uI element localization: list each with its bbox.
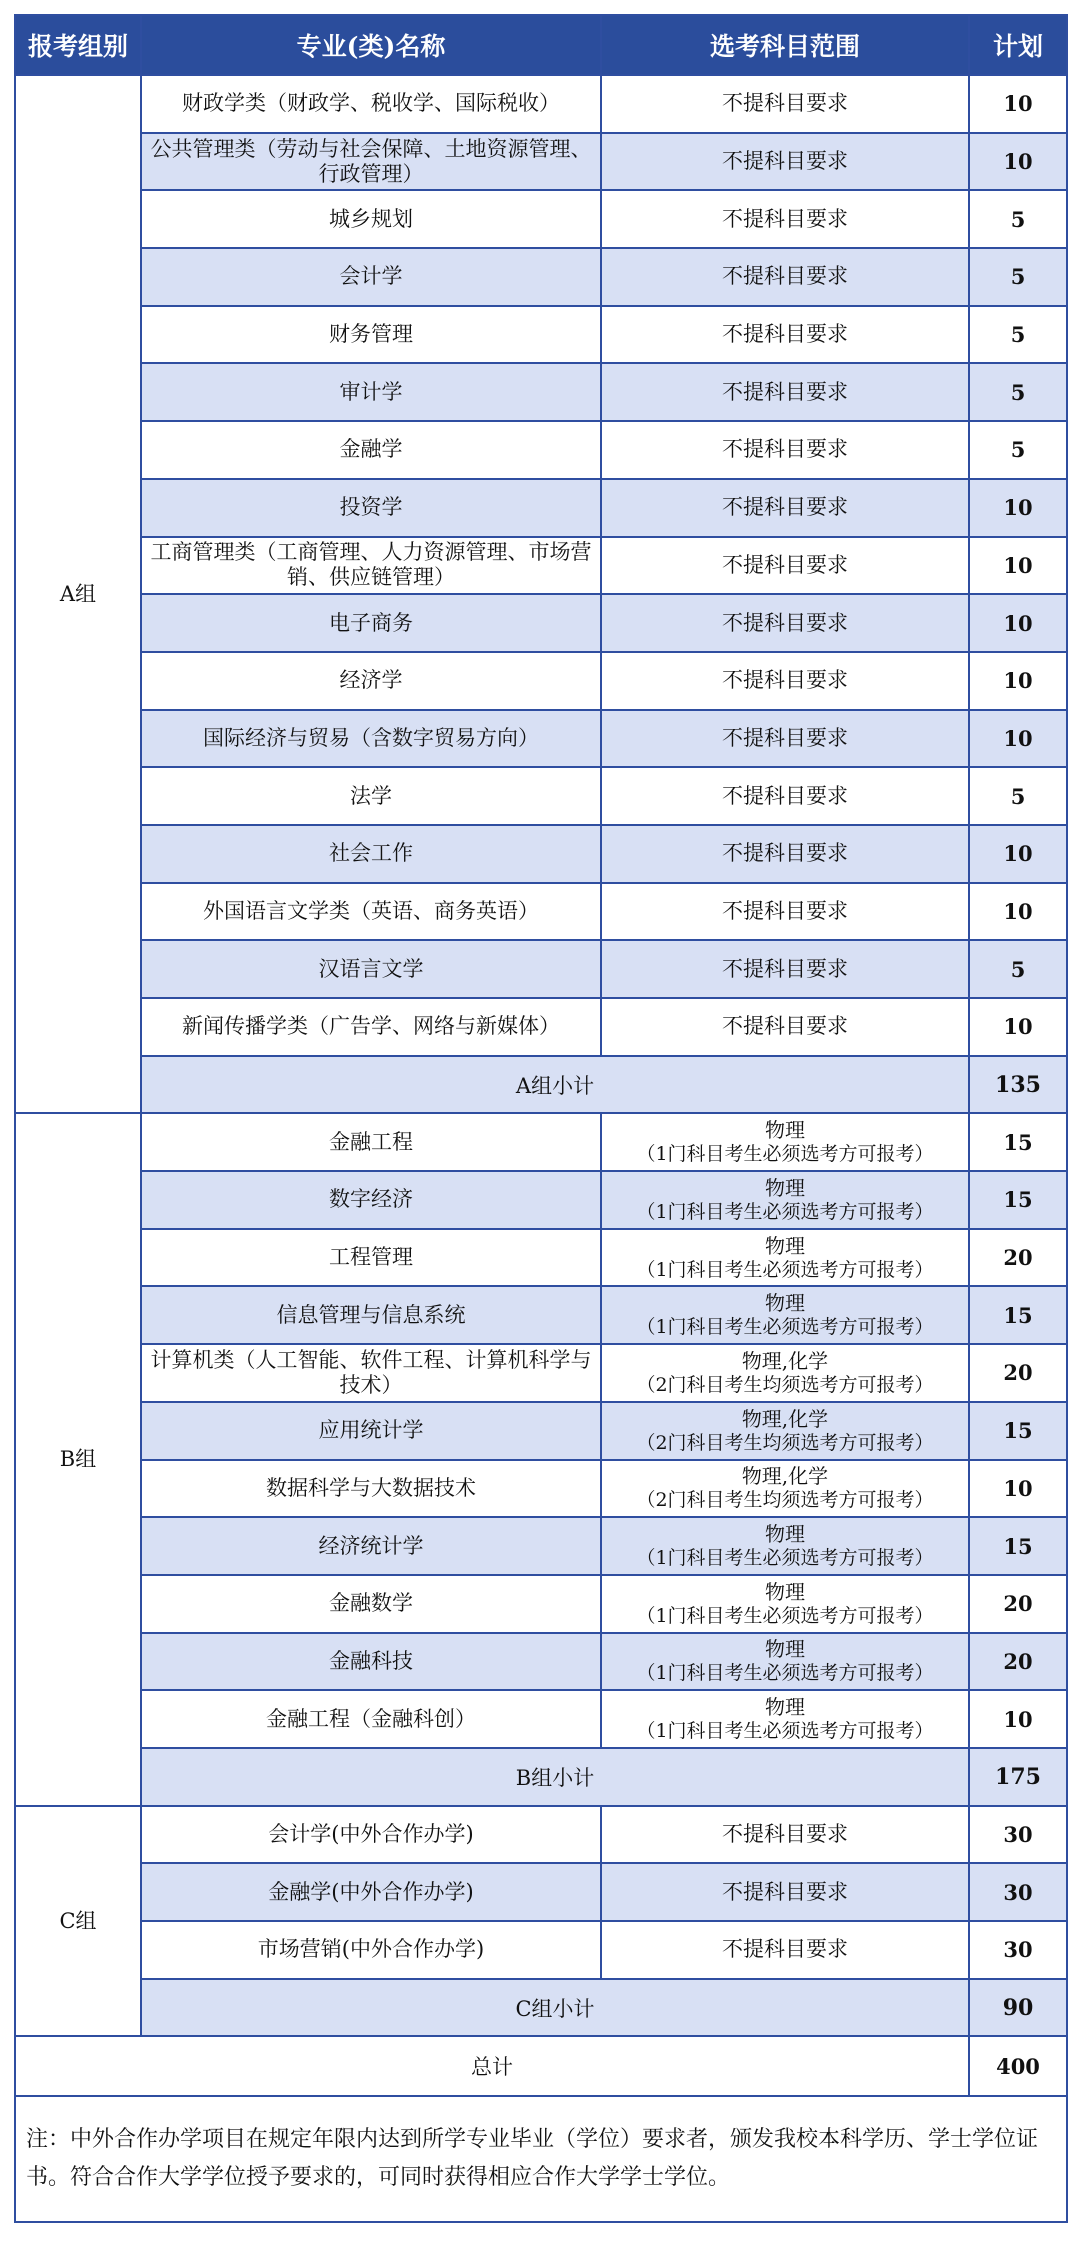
table-row <box>15 306 1067 364</box>
requirement-detail: （1门科目考生必须选考方可报考） <box>636 1662 934 1685</box>
subject-requirement: 不提科目要求 <box>601 883 969 941</box>
major-name: 信息管理与信息系统 <box>141 1286 601 1344</box>
plan-count: 20 <box>969 1229 1067 1287</box>
subject-requirement: 不提科目要求 <box>601 1921 969 1979</box>
plan-count: 15 <box>969 1171 1067 1229</box>
table-row <box>15 1344 1067 1402</box>
requirement-detail: （1门科目考生必须选考方可报考） <box>636 1604 934 1627</box>
table-row <box>15 1113 1067 1171</box>
subtotal-value: 90 <box>969 1979 1067 2037</box>
subtotal-value: 135 <box>969 1056 1067 1114</box>
plan-count: 10 <box>969 1690 1067 1748</box>
major-name: 金融工程 <box>141 1113 601 1171</box>
subject-requirement <box>601 1113 969 1171</box>
subject-requirement: 不提科目要求 <box>601 652 969 710</box>
table-row <box>15 190 1067 248</box>
subject-requirement: 不提科目要求 <box>601 940 969 998</box>
subject-requirement <box>601 1229 969 1287</box>
subject-requirement: 不提科目要求 <box>601 1863 969 1921</box>
major-name: 外国语言文学类（英语、商务英语） <box>141 883 601 941</box>
required-subjects: 物理 <box>765 1522 805 1547</box>
plan-count: 15 <box>969 1517 1067 1575</box>
plan-count: 5 <box>969 190 1067 248</box>
subject-requirement <box>601 1286 969 1344</box>
subject-requirement: 不提科目要求 <box>601 594 969 652</box>
requirement-detail: （2门科目考生均须选考方可报考） <box>636 1431 934 1454</box>
header-major-name: 专业(类)名称 <box>141 15 601 75</box>
table-row <box>15 363 1067 421</box>
table-row <box>15 1286 1067 1344</box>
subtotal-value: 175 <box>969 1748 1067 1806</box>
table-row <box>15 248 1067 306</box>
table-row <box>15 1633 1067 1691</box>
major-name: 金融数学 <box>141 1575 601 1633</box>
table-row <box>15 883 1067 941</box>
subject-requirement: 不提科目要求 <box>601 421 969 479</box>
plan-count: 10 <box>969 75 1067 133</box>
table-row <box>15 940 1067 998</box>
table-row <box>15 75 1067 133</box>
table-row <box>15 479 1067 537</box>
table-row <box>15 1229 1067 1287</box>
group-label: A组 <box>15 75 141 1113</box>
subject-requirement: 不提科目要求 <box>601 1806 969 1864</box>
plan-count: 10 <box>969 479 1067 537</box>
plan-count: 5 <box>969 306 1067 364</box>
required-subjects: 物理 <box>765 1233 805 1258</box>
major-name: 汉语言文学 <box>141 940 601 998</box>
major-name: 会计学(中外合作办学) <box>141 1806 601 1864</box>
required-subjects: 物理 <box>765 1695 805 1720</box>
major-name: 财务管理 <box>141 306 601 364</box>
major-name: 计算机类（人工智能、软件工程、计算机科学与技术） <box>141 1344 601 1402</box>
total-label: 总计 <box>15 2036 969 2096</box>
table-row <box>15 1575 1067 1633</box>
subject-requirement <box>601 1690 969 1748</box>
required-subjects: 物理 <box>765 1579 805 1604</box>
requirement-detail: （2门科目考生均须选考方可报考） <box>636 1373 934 1396</box>
requirement-detail: （1门科目考生必须选考方可报考） <box>636 1200 934 1223</box>
major-name: 会计学 <box>141 248 601 306</box>
major-name: 财政学类（财政学、税收学、国际税收） <box>141 75 601 133</box>
requirement-detail: （1门科目考生必须选考方可报考） <box>636 1547 934 1570</box>
subject-requirement <box>601 1460 969 1518</box>
plan-count: 5 <box>969 940 1067 998</box>
subtotal-label: B组小计 <box>141 1748 969 1806</box>
plan-count: 5 <box>969 421 1067 479</box>
major-name: 公共管理类（劳动与社会保障、土地资源管理、行政管理） <box>141 133 601 191</box>
subject-requirement: 不提科目要求 <box>601 479 969 537</box>
requirement-detail: （1门科目考生必须选考方可报考） <box>636 1143 934 1166</box>
table-row <box>15 1863 1067 1921</box>
plan-count: 10 <box>969 998 1067 1056</box>
subject-requirement: 不提科目要求 <box>601 133 969 191</box>
plan-count: 10 <box>969 537 1067 595</box>
table-row <box>15 1690 1067 1748</box>
total-row <box>15 2036 1067 2096</box>
plan-count: 15 <box>969 1113 1067 1171</box>
subject-requirement: 不提科目要求 <box>601 363 969 421</box>
required-subjects: 物理,化学 <box>741 1464 829 1489</box>
major-name: 电子商务 <box>141 594 601 652</box>
plan-count: 5 <box>969 363 1067 421</box>
major-name: 数据科学与大数据技术 <box>141 1460 601 1518</box>
group-label: C组 <box>15 1806 141 2037</box>
plan-count: 20 <box>969 1575 1067 1633</box>
plan-count: 20 <box>969 1344 1067 1402</box>
admission-plan-table <box>14 14 1068 2223</box>
required-subjects: 物理 <box>765 1291 805 1316</box>
footnote: 注：中外合作办学项目在规定年限内达到所学专业毕业（学位）要求者，颁发我校本科学历、学士学位证书。符合合作大学学位授予要求的，可同时获得相应合作大学学士学位。 <box>15 2096 1067 2222</box>
subject-requirement <box>601 1575 969 1633</box>
major-name: 社会工作 <box>141 825 601 883</box>
table-body <box>15 75 1067 2222</box>
subject-requirement: 不提科目要求 <box>601 825 969 883</box>
plan-count: 10 <box>969 710 1067 768</box>
plan-count: 10 <box>969 883 1067 941</box>
admission-plan-document <box>14 14 1066 2223</box>
plan-count: 10 <box>969 1460 1067 1518</box>
major-name: 市场营销(中外合作办学) <box>141 1921 601 1979</box>
plan-count: 10 <box>969 825 1067 883</box>
table-row <box>15 710 1067 768</box>
subtotal-row <box>15 1979 1067 2037</box>
subject-requirement: 不提科目要求 <box>601 998 969 1056</box>
table-row <box>15 767 1067 825</box>
major-name: 经济统计学 <box>141 1517 601 1575</box>
plan-count: 10 <box>969 594 1067 652</box>
table-row <box>15 594 1067 652</box>
plan-count: 15 <box>969 1402 1067 1460</box>
header-subject-requirement: 选考科目范围 <box>601 15 969 75</box>
header-plan: 计划 <box>969 15 1067 75</box>
table-row <box>15 825 1067 883</box>
subject-requirement: 不提科目要求 <box>601 710 969 768</box>
required-subjects: 物理 <box>765 1637 805 1662</box>
plan-count: 10 <box>969 133 1067 191</box>
required-subjects: 物理,化学 <box>741 1406 829 1431</box>
table-row <box>15 1806 1067 1864</box>
major-name: 审计学 <box>141 363 601 421</box>
major-name: 国际经济与贸易（含数字贸易方向） <box>141 710 601 768</box>
subject-requirement: 不提科目要求 <box>601 767 969 825</box>
table-row <box>15 652 1067 710</box>
subtotal-row <box>15 1748 1067 1806</box>
major-name: 城乡规划 <box>141 190 601 248</box>
plan-count: 30 <box>969 1863 1067 1921</box>
major-name: 工程管理 <box>141 1229 601 1287</box>
table-row <box>15 421 1067 479</box>
required-subjects: 物理,化学 <box>741 1348 829 1373</box>
header-row <box>15 15 1067 75</box>
major-name: 投资学 <box>141 479 601 537</box>
subject-requirement: 不提科目要求 <box>601 75 969 133</box>
major-name: 应用统计学 <box>141 1402 601 1460</box>
note-row <box>15 2096 1067 2222</box>
major-name: 经济学 <box>141 652 601 710</box>
total-value: 400 <box>969 2036 1067 2096</box>
required-subjects: 物理 <box>765 1175 805 1200</box>
subject-requirement <box>601 1344 969 1402</box>
subject-requirement: 不提科目要求 <box>601 248 969 306</box>
requirement-detail: （1门科目考生必须选考方可报考） <box>636 1720 934 1743</box>
major-name: 新闻传播学类（广告学、网络与新媒体） <box>141 998 601 1056</box>
table-row <box>15 537 1067 595</box>
group-label: B组 <box>15 1113 141 1805</box>
plan-count: 15 <box>969 1286 1067 1344</box>
subject-requirement <box>601 1402 969 1460</box>
plan-count: 30 <box>969 1806 1067 1864</box>
subject-requirement: 不提科目要求 <box>601 537 969 595</box>
major-name: 法学 <box>141 767 601 825</box>
subtotal-label: C组小计 <box>141 1979 969 2037</box>
plan-count: 30 <box>969 1921 1067 1979</box>
major-name: 金融科技 <box>141 1633 601 1691</box>
subtotal-row <box>15 1056 1067 1114</box>
plan-count: 10 <box>969 652 1067 710</box>
plan-count: 5 <box>969 248 1067 306</box>
subject-requirement: 不提科目要求 <box>601 190 969 248</box>
requirement-detail: （2门科目考生均须选考方可报考） <box>636 1489 934 1512</box>
major-name: 金融学(中外合作办学) <box>141 1863 601 1921</box>
required-subjects: 物理 <box>765 1118 805 1143</box>
subject-requirement <box>601 1633 969 1691</box>
table-row <box>15 1460 1067 1518</box>
plan-count: 20 <box>969 1633 1067 1691</box>
subtotal-label: A组小计 <box>141 1056 969 1114</box>
table-row <box>15 1921 1067 1979</box>
header-group: 报考组别 <box>15 15 141 75</box>
major-name: 工商管理类（工商管理、人力资源管理、市场营销、供应链管理） <box>141 537 601 595</box>
table-row <box>15 1171 1067 1229</box>
subject-requirement: 不提科目要求 <box>601 306 969 364</box>
major-name: 金融学 <box>141 421 601 479</box>
subject-requirement <box>601 1517 969 1575</box>
requirement-detail: （1门科目考生必须选考方可报考） <box>636 1316 934 1339</box>
plan-count: 5 <box>969 767 1067 825</box>
major-name: 金融工程（金融科创） <box>141 1690 601 1748</box>
table-row <box>15 1517 1067 1575</box>
major-name: 数字经济 <box>141 1171 601 1229</box>
requirement-detail: （1门科目考生必须选考方可报考） <box>636 1258 934 1281</box>
table-row <box>15 133 1067 191</box>
table-row <box>15 1402 1067 1460</box>
subject-requirement <box>601 1171 969 1229</box>
table-row <box>15 998 1067 1056</box>
